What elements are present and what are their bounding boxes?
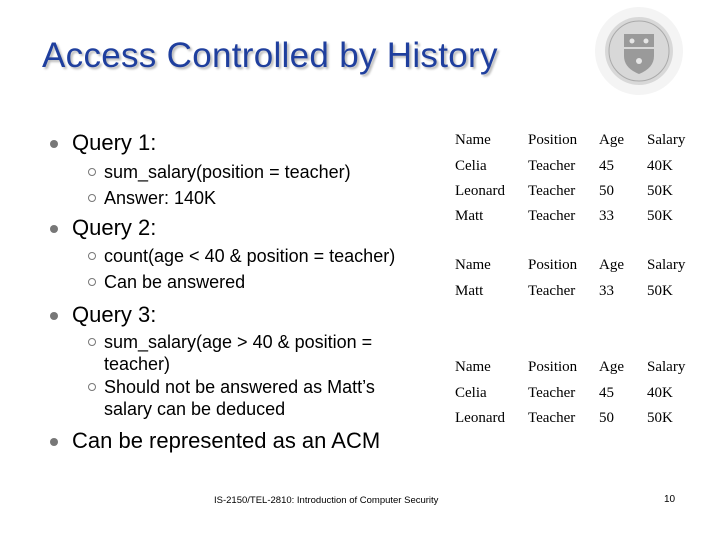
table-header-cell: Age (599, 359, 624, 375)
table-cell: Celia (455, 158, 487, 174)
bullet-dot-icon (50, 140, 58, 148)
table-header-row (450, 252, 695, 279)
table-header-cell: Name (455, 257, 491, 273)
table-row (450, 381, 695, 406)
table-cell: 50 (599, 410, 614, 426)
table-row (450, 204, 695, 229)
table-cell: Matt (455, 283, 484, 299)
table-cell: 45 (599, 158, 614, 174)
table-header-cell: Salary (647, 257, 686, 273)
sub-bullet-ring-icon (88, 168, 96, 176)
sub-bullet-text (104, 187, 216, 209)
slide-footer: IS-2150/TEL-2810: Introduction of Computer Security (214, 495, 439, 506)
table-header-cell: Age (599, 257, 624, 273)
table-row (450, 179, 695, 204)
table-header-row (450, 127, 695, 154)
table-cell: 50K (647, 183, 673, 199)
data-table (450, 252, 695, 304)
sub-bullet-ring-icon (88, 194, 96, 202)
sub-bullet-text (104, 245, 395, 267)
table-cell: Leonard (455, 410, 505, 426)
table-cell: Teacher (528, 158, 576, 174)
sub-bullet-line: sum_salary(position = teacher) (104, 162, 351, 182)
sub-bullet-text (104, 331, 372, 375)
table-cell: Teacher (528, 208, 576, 224)
sub-bullet-line: count(age < 40 & position = teacher) (104, 246, 396, 266)
sub-bullet-line: sum_salary(age > 40 & position = (104, 332, 373, 352)
sub-bullet-line: Should not be answered as Matt’s (104, 377, 375, 397)
table-header-row (450, 354, 695, 381)
sub-bullet-text (104, 376, 375, 420)
table-cell: 50 (599, 183, 614, 199)
table-cell: 45 (599, 385, 614, 401)
university-seal-icon (594, 6, 684, 96)
bullet-dot-icon (50, 312, 58, 320)
table-row (450, 406, 695, 431)
table-header-cell: Position (528, 359, 578, 375)
sub-bullet-line: Answer: 140K (104, 188, 217, 208)
table-cell: Teacher (528, 283, 576, 299)
table-header-cell: Salary (647, 359, 686, 375)
table-header-cell: Salary (647, 132, 686, 148)
table-cell: Teacher (528, 183, 576, 199)
table-header-cell: Position (528, 132, 578, 148)
bullet-label: Query 3: (72, 302, 157, 327)
table-header-cell: Name (455, 359, 491, 375)
table-cell: 50K (647, 283, 673, 299)
sub-bullet-ring-icon (88, 278, 96, 286)
bullet-label: Query 2: (72, 215, 157, 240)
table-cell: Leonard (455, 183, 505, 199)
sub-bullet-line: teacher) (104, 354, 171, 374)
table-header-cell: Name (455, 132, 491, 148)
table-header-cell: Position (528, 257, 578, 273)
table-cell: Celia (455, 385, 487, 401)
table-cell: Teacher (528, 385, 576, 401)
bullet-dot-icon (50, 225, 58, 233)
table-cell: Teacher (528, 410, 576, 426)
table-cell: 40K (647, 385, 673, 401)
page-number: 10 (664, 494, 676, 505)
sub-bullet-ring-icon (88, 383, 96, 391)
table-cell: 33 (599, 208, 614, 224)
slide-title: Access Controlled by History (42, 36, 498, 75)
data-table (450, 127, 695, 229)
sub-bullet-line: Can be answered (104, 272, 246, 292)
sub-bullet-ring-icon (88, 338, 96, 346)
table-cell: Matt (455, 208, 484, 224)
sub-bullet-text (104, 161, 351, 183)
sub-bullet-ring-icon (88, 252, 96, 260)
table-cell: 40K (647, 158, 673, 174)
data-table (450, 354, 695, 431)
table-header-cell: Age (599, 132, 624, 148)
table-cell: 50K (647, 410, 673, 426)
bullet-label: Query 1: (72, 130, 157, 155)
table-cell: 50K (647, 208, 673, 224)
table-cell: 33 (599, 283, 614, 299)
table-row (450, 279, 695, 304)
sub-bullet-text (104, 271, 245, 293)
table-row (450, 154, 695, 179)
bullet-dot-icon (50, 438, 58, 446)
sub-bullet-line: salary can be deduced (104, 399, 286, 419)
bullet-label: Can be represented as an ACM (72, 428, 381, 453)
